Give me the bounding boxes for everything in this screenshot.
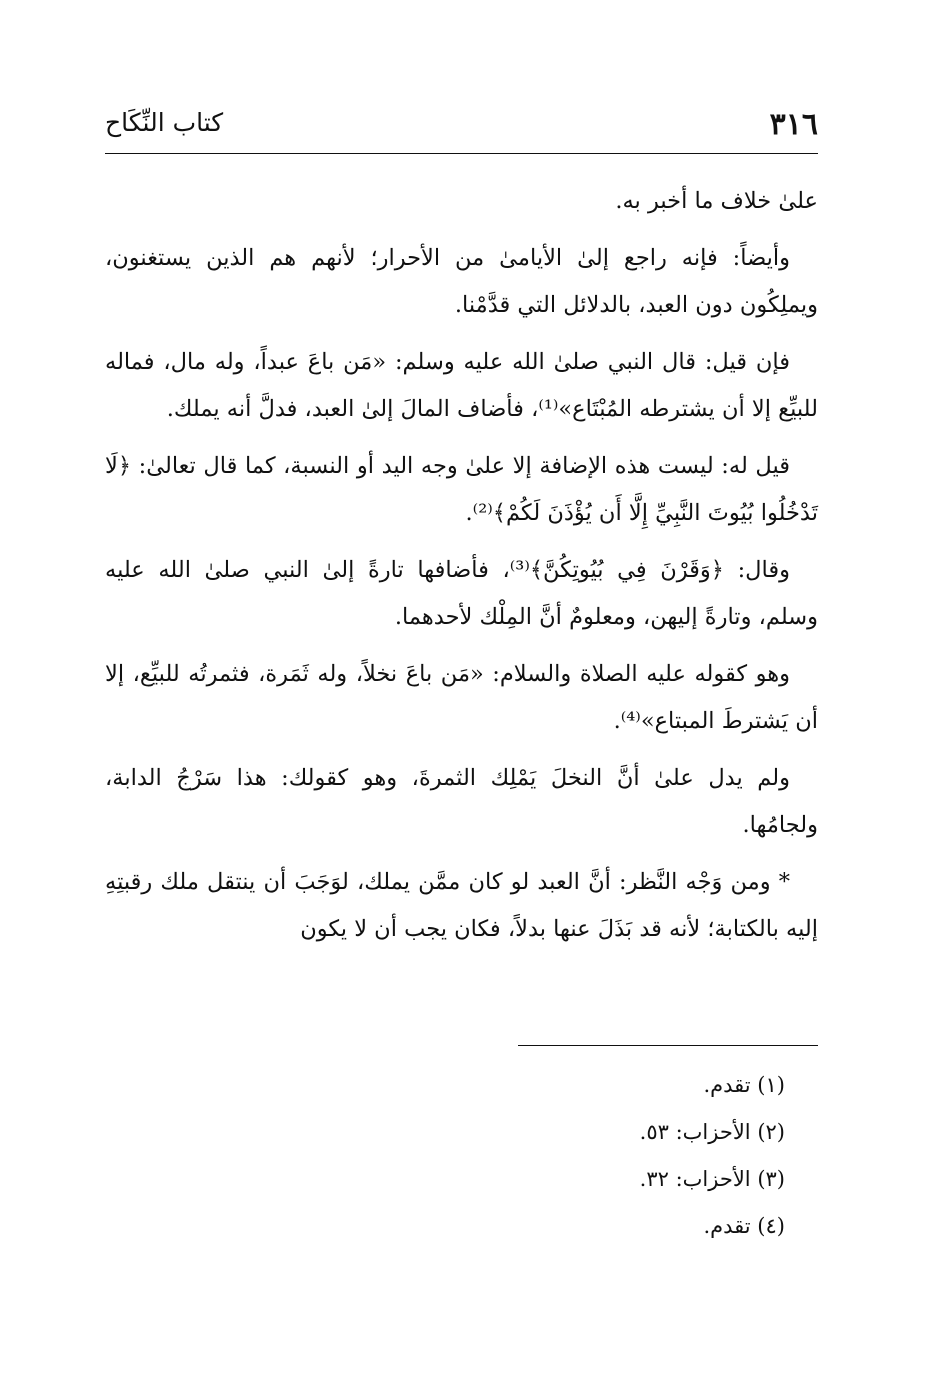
paragraph: * ومن وَجْه النَّظر: أنَّ العبد لو كان ممَّن يملك، لوَجَبَ أن ينتقل ملك رقبتِهِ إليه بالكتابة؛ لأنه قد بَذَلَ عنها بدلاً، فكان يجب أن لا يكون — [105, 869, 818, 942]
footnote: (٢) الأحزاب: ٥٣. — [639, 1120, 785, 1144]
paragraph: فإن قيل: قال النبي صلىٰ الله عليه وسلم: «مَن باعَ عبداً، وله مال، فماله للبيِّع إلا أن يشترطه المُبْتَاع»⁽¹⁾، فأضاف المالَ إلىٰ العبد، فدلَّ أنه يملك. — [105, 349, 818, 422]
paragraph: علىٰ خلاف ما أخبر به. — [615, 188, 818, 214]
footnotes — [640, 1062, 785, 1250]
paragraph: وقال: ﴿وَقَرْنَ فِي بُيُوتِكُنَّ﴾⁽³⁾، فأضافها تارةً إلىٰ النبي صلىٰ الله عليه وسلم، وتارةً إليهن، ومعلومٌ أنَّ المِلْك لأحدهما. — [105, 557, 818, 630]
running-header-title: كتاب النِّكَاح — [105, 108, 224, 137]
paragraph: وهو كقوله عليه الصلاة والسلام: «مَن باعَ نخلاً، وله ثَمَرة، فثمرتُه للبيِّع، إلا أن يَشترطَ المبتاع»⁽⁴⁾. — [105, 661, 818, 734]
header-divider — [105, 153, 818, 154]
footnote: (٤) تقدم. — [703, 1214, 785, 1238]
footnote: (١) تقدم. — [703, 1073, 785, 1097]
paragraph: وأيضاً: فإنه راجع إلىٰ الأيامىٰ من الأحرار؛ لأنهم هم الذين يستغنون، ويملِكُون دون العبد، بالدلائل التي قدَّمْنا. — [105, 245, 818, 318]
paragraph: قيل له: ليست هذه الإضافة إلا علىٰ وجه اليد أو النسبة، كما قال تعالىٰ: ﴿لَا تَدْخُلُوا بُيُوتَ النَّبِيِّ إِلَّا أَن يُؤْذَنَ لَكُمْ﴾⁽²⁾. — [105, 453, 818, 526]
paragraph: ولم يدل علىٰ أنَّ النخلَ يَمْلِك الثمرةَ، وهو كقولك: هذا سَرْجُ الدابة، ولجامُها. — [105, 765, 818, 838]
footnote: (٣) الأحزاب: ٣٢. — [639, 1167, 785, 1191]
footnote-divider — [518, 1045, 818, 1046]
main-text — [105, 178, 818, 963]
page-number: ٣١٦ — [769, 107, 818, 142]
